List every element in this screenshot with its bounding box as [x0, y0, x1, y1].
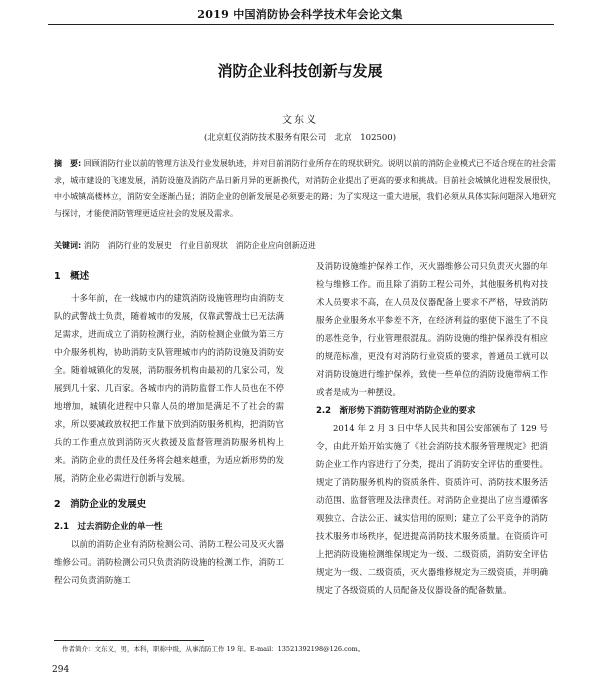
paragraph-single: 以前的消防企业有消防检测公司、消防工程公司及灭火器维修公司。消防检测公司只负责消防设施的检测工作，消防工程公司负责消防施工 — [54, 540, 284, 586]
author-affiliation: (北京虹仪消防技术服务有限公司 北京 102500) — [203, 133, 397, 143]
keywords-text: 消防 消防行业的发展史 行业目前现状 消防企业应向创新迈进 — [83, 241, 316, 250]
abstract — [54, 156, 556, 222]
keywords — [54, 239, 556, 253]
keywords-label: 关键词: — [54, 241, 82, 250]
section-heading-history: 2 消防企业的发展史 — [54, 499, 147, 510]
section-heading-overview: 1 概述 — [54, 271, 90, 282]
subsection-heading-policy: 2.2 渐形势下消防管理对消防企业的要求 — [316, 406, 476, 416]
paragraph-continued: 及消防设施维护保养工作，灭火器维修公司只负责灭火器的年检与维修工作。而且除了消防工程公司外，其他服务机构对技术人员要求不高，在人员及仪器配备上要求不严格，导致消防服务企业服务水平参差不齐，在经济利益的驱使下滋生了不良的恶性竞争，行业管理很混乱。消防设施的维护保养没有相应的规范标准，更没有对消防行业资质的要求，普通员工就可以对消防设施进行维护保养，致使一些单位的消防设施带病工作或者是成为一种摆设。 — [316, 262, 548, 398]
paragraph-policy: 2014 年 2 月 3 日中华人民共和国公安部颁布了 129 号令，由此开始开始实施了《社会消防技术服务管理规定》把消防企业工作内容进行了分类，提出了消防安全评估的重要性。规定了消防服务机构的资质条件、资质许可、消防技术服务活动范围、监督管理及法律责任。对消防企业提出了应当遵循客观独立、合法公正、诚实信用的原则；建立了公平竞争的消防技术服务市场秩序，促进提高消防技术服务质量。在资质许可上把消防设施检测维保规定为一级、二级资质，消防安全评估规定为一级、二级资质，灭火器维修规定为三级资质，并明确规定了各级资质的人员配备及仪器设备的配备数量。 — [316, 424, 548, 596]
paragraph-overview: 十多年前，在一线城市内的建筑消防设施管理均由消防支队的武警战士负责，随着城市的发展，仅靠武警战士已无法满足需求，进而成立了消防检测行业，消防检测企业做为第三方中介服务机构，协助消防支队管理城市内的消防设施及消防安全。随着城镇化的发展，消防服务机构由最初的几家公司，发展到几十家、几百家。各城市内的消防监督工作人员也在不停地增加，城镇化进程中只靠人员的增加是满足不了社会的需求，所以要减政放权把工作量下放到消防服务机构，把消防官兵的工作重点放到消防灭火救援及监督管理消防服务机构上来。消防企业的责任及任务将会越来越重，为适应新形势的发展，消防企业必需进行创新与发展。 — [54, 294, 284, 484]
abstract-text: 回顾消防行业以前的管理方法及行业发展轨迹，并对目前消防行业所存在的现状研究。说明以前的消防企业模式已不适合现在的社会需求，城市建设的飞速发展，消防设施及消防产品日新月异的更新换代，对消防企业提出了更高的要求和挑战。目前社会城镇化进程发展很快，中小城镇高楼林立，消防安全逐渐凸显；消防企业的创新发展是必须要走的路；为了实现这一重大进展，我们必须从具体实际问题深入地研究与探讨，才能使消防管理更适应社会的发展及需求。 — [54, 159, 557, 218]
page-number: 294 — [52, 665, 70, 675]
footnote-rule — [54, 640, 204, 641]
article-title: 消防企业科技创新与发展 — [217, 62, 383, 80]
author-name: 文东义 — [282, 115, 318, 126]
running-head: 2019 中国消防协会科学技术年会论文集 — [197, 8, 403, 21]
subsection-heading-single: 2.1 过去消防企业的单一性 — [54, 522, 163, 532]
author-footnote: 作者简介：文东义，男，本科，职称中级，从事消防工作 19 年。E-mail：13521392198@126.com。 — [62, 645, 365, 653]
abstract-label: 摘 要: — [54, 159, 82, 168]
header-rule — [48, 24, 554, 25]
left-column — [54, 258, 284, 590]
right-column — [316, 258, 548, 600]
